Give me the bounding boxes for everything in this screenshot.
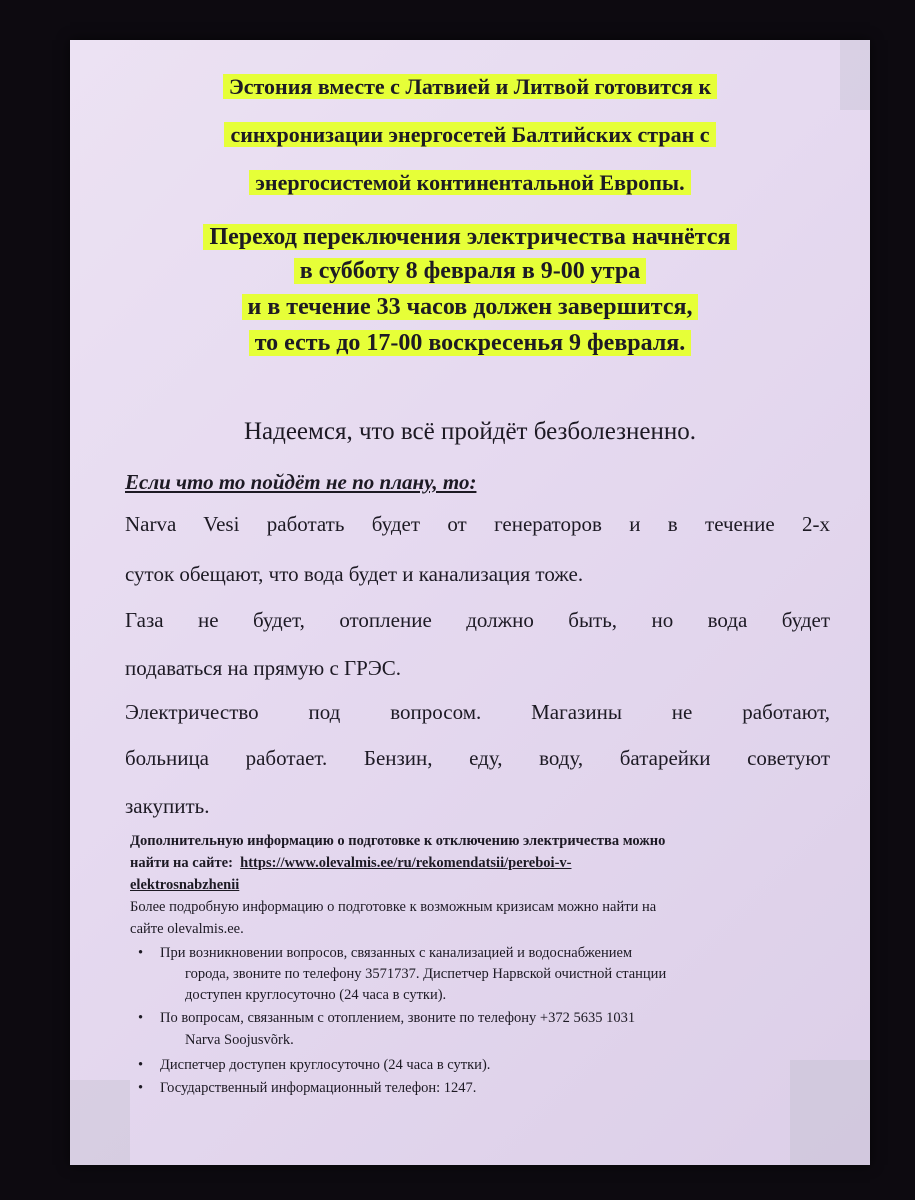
headline-line: энергосистемой континентальной Европы. (70, 170, 870, 196)
bullet-cont: города, звоните по телефону 3571737. Диспетчер Нарвской очистной станции (185, 966, 667, 982)
notice-paper (70, 40, 870, 1165)
headline-line: синхронизации энергосетей Балтийских стран с (70, 122, 870, 148)
if-not-heading: Если что то пойдёт не по плану, то: (125, 470, 477, 494)
tape (70, 1080, 130, 1165)
info-line: Более подробную информацию о подготовке к возможным кризисам можно найти на (130, 899, 657, 915)
headline-line: Эстония вместе с Латвией и Литвой готовится к (70, 74, 870, 100)
tape (790, 1060, 870, 1165)
bullet-cont: доступен круглосуточно (24 часа в сутки). (185, 987, 447, 1003)
info-link[interactable]: https://www.olevalmis.ee/ru/rekomendatsii/pereboi-v- (240, 855, 572, 871)
body-line: Газа не будет, отопление должно быть, но вода будет (125, 608, 830, 632)
hope-text: Надеемся, что всё пройдёт безболезненно. (243, 418, 697, 445)
schedule-line: то есть до 17-00 воскресенья 9 февраля. (70, 330, 870, 357)
bullet-item: • При возникновении вопросов, связанных с канализацией и водоснабжением (138, 945, 633, 961)
body-line: подаваться на прямую с ГРЭС. (125, 656, 401, 680)
body-line: Электричество под вопросом. Магазины не работают, (125, 700, 830, 724)
bullet-item: • Государственный информационный телефон: 1247. (138, 1080, 477, 1096)
body-line: больница работает. Бензин, еду, воду, батарейки советуют (125, 746, 830, 770)
info-line: сайте olevalmis.ee. (130, 921, 244, 937)
bullet-cont: Narva Soojusvõrk. (185, 1032, 294, 1048)
body-line: суток обещают, что вода будет и канализация тоже. (125, 562, 584, 586)
info-link-cont[interactable]: elektrosnabzhenii (130, 877, 240, 893)
info-line: Дополнительную информацию о подготовке к отключению электричества можно (130, 833, 666, 849)
bullet-item: • По вопросам, связанным с отоплением, звоните по телефону +372 5635 1031 (138, 1010, 636, 1026)
body-line: Narva Vesi работать будет от генераторов и в течение 2-х (125, 512, 830, 536)
schedule-line: в субботу 8 февраля в 9-00 утра (70, 258, 870, 285)
body-line: закупить. (125, 794, 210, 818)
info-line: найти на сайте: https://www.olevalmis.ee/ru/rekomendatsii/pereboi-v- (130, 855, 572, 871)
schedule-line: и в течение 33 часов должен завершится, (70, 294, 870, 321)
bullet-item: • Диспетчер доступен круглосуточно (24 часа в сутки). (138, 1057, 491, 1073)
schedule-line: Переход переключения электричества начнётся (70, 224, 870, 251)
